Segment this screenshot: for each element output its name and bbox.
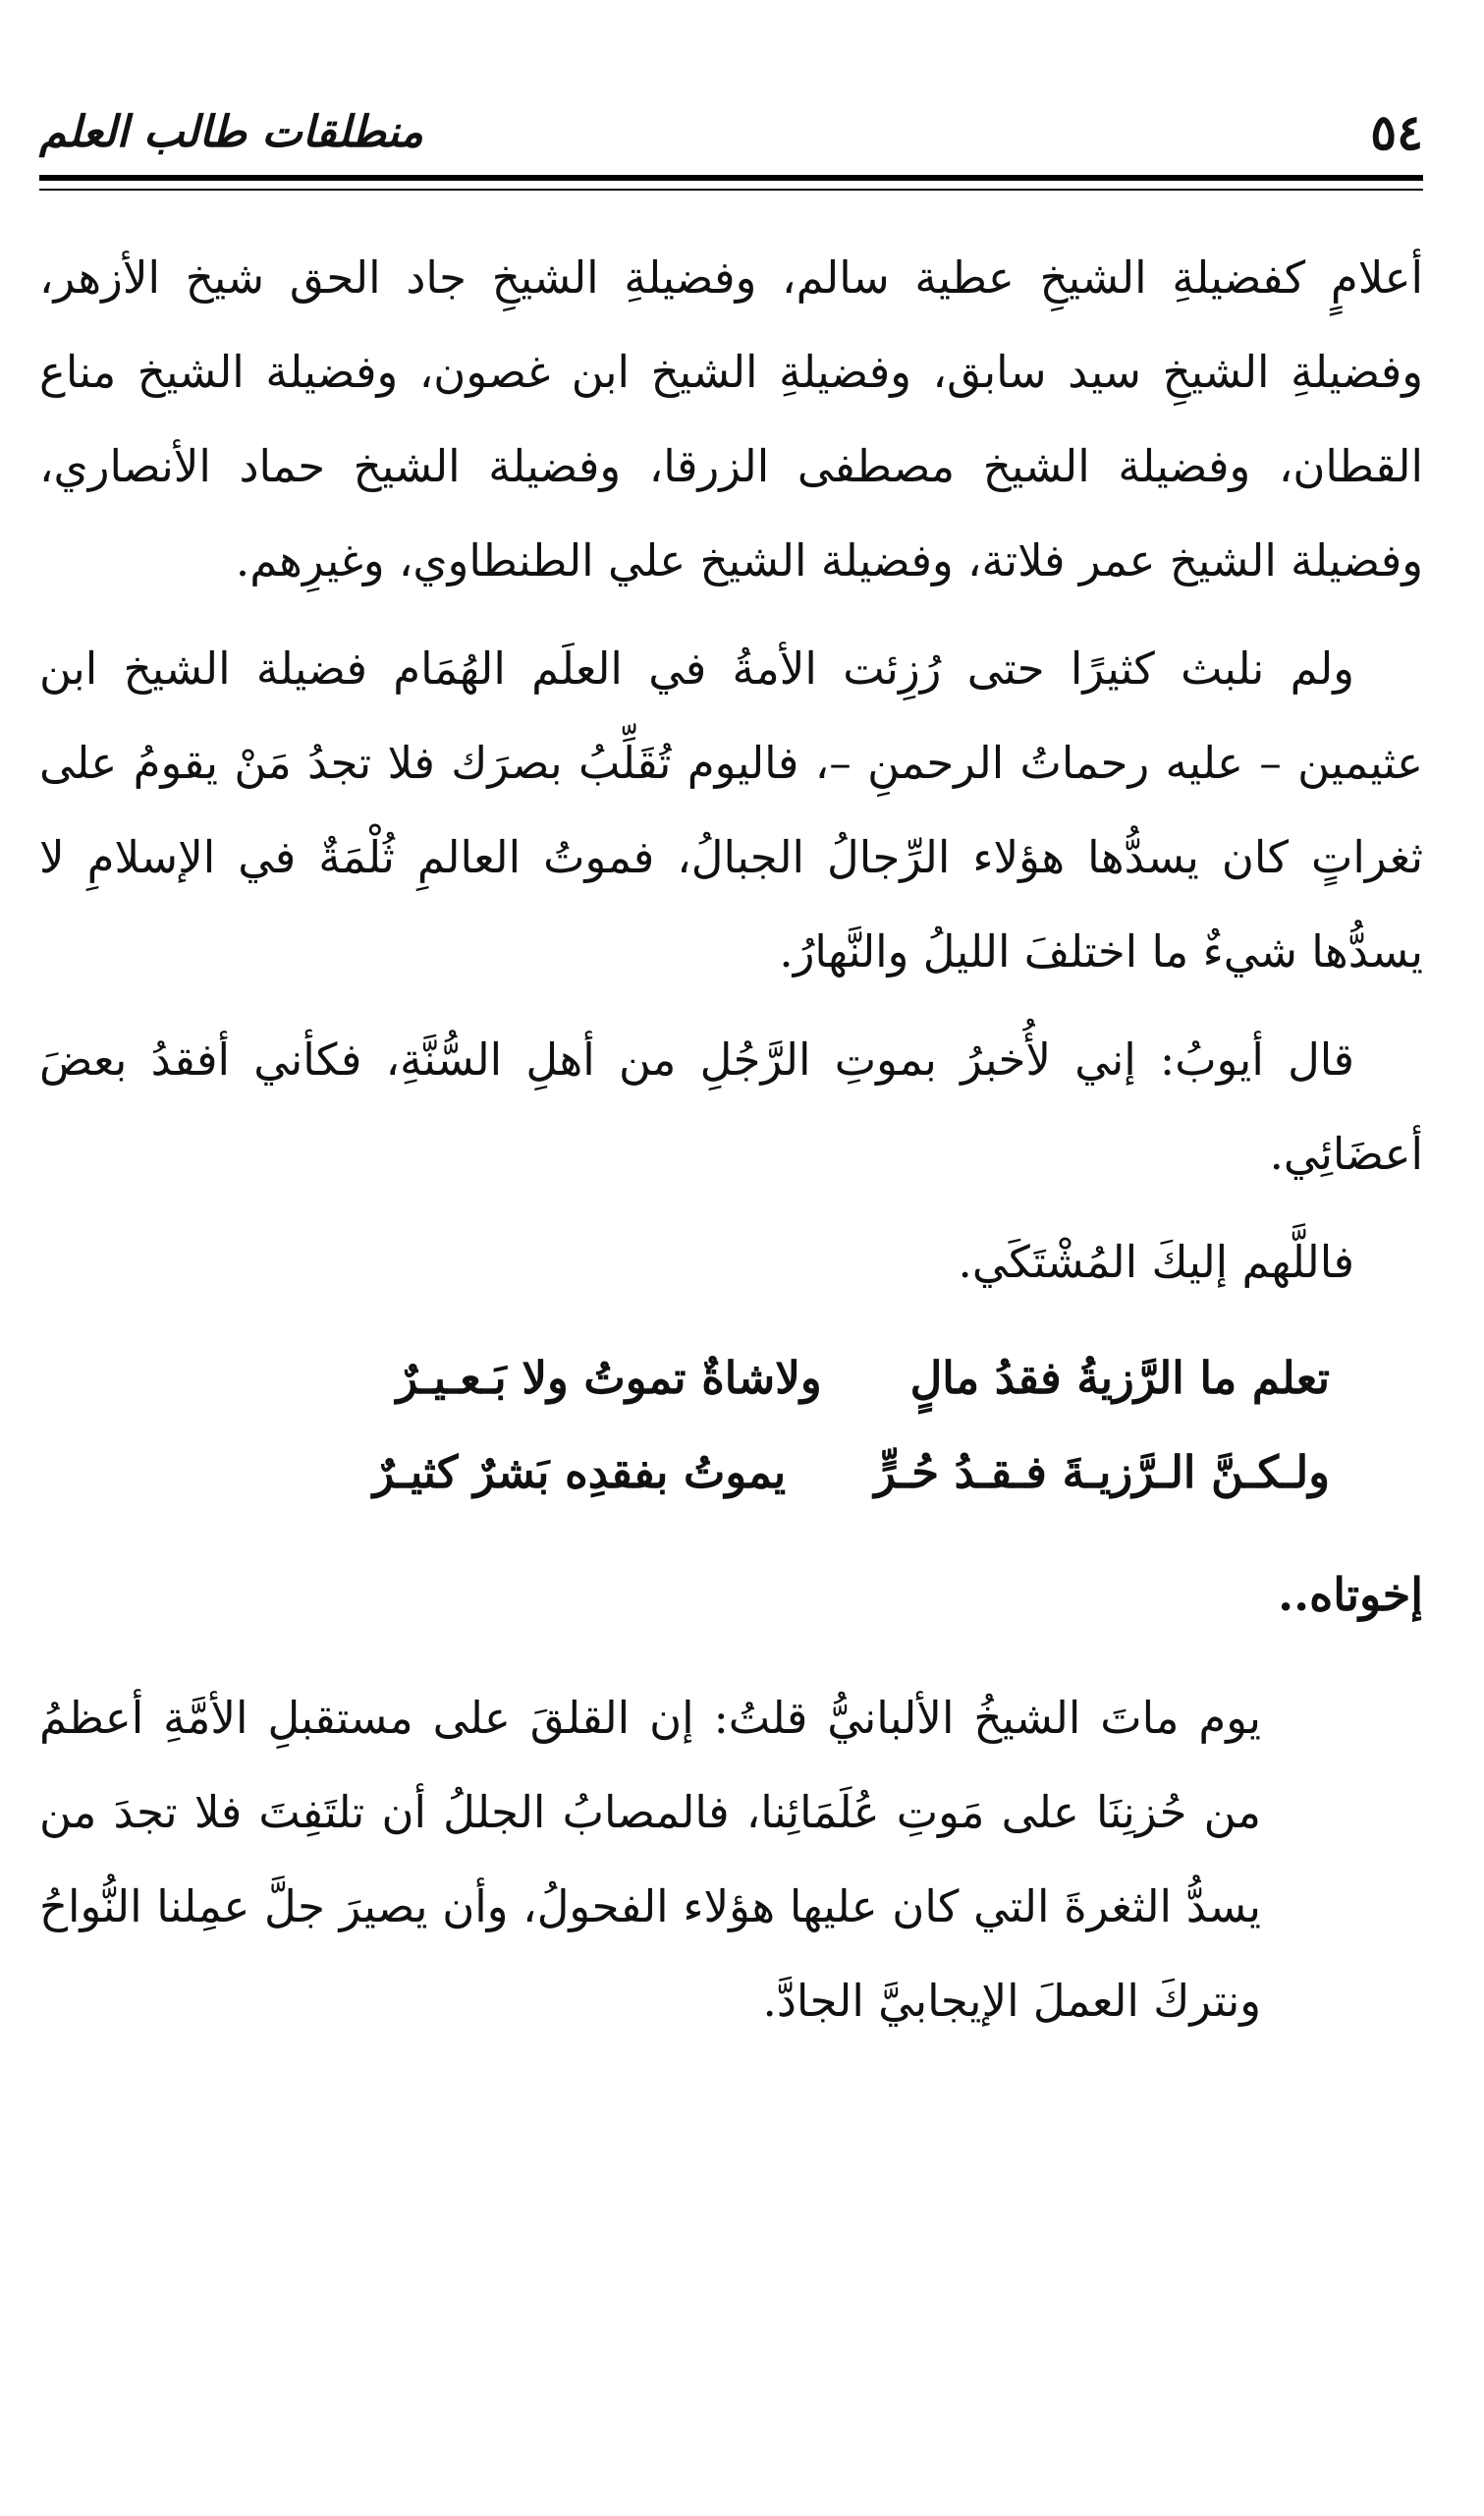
paragraph-ayyub-quote: قال أيوبُ: إني لأُخبرُ بموتِ الرَّجُلِ من أهلِ السُّنَّةِ، فكأني أفقدُ بعضَ أعضَائِي. <box>39 1034 1423 1180</box>
poem-verse <box>39 1426 1330 1520</box>
section-heading: إخوتاه.. <box>1278 1568 1423 1621</box>
header-rule-thin <box>39 189 1423 191</box>
poem-verse <box>39 1331 1330 1426</box>
poem-hemistich-second: يموتُ بفقدِه بَشرٌ كثيـرٌ <box>372 1446 787 1498</box>
page-number: ٥٤ <box>1370 103 1423 161</box>
quote-block: يوم ماتَ الشيخُ الألبانيُّ قلتُ: إن القلقَ على مستقبلِ الأمَّةِ أعظمُ من حُزنِنَا على مَوتِ عُلَمَائِنا، فالمصابُ الجللُ أن تلتَفِتَ فلا تجدَ من يسدُّ الثغرةَ التي كان عليها هؤلاء الفحولُ، وأن يصيرَ جلَّ عمِلنا النُّواحُ ونتركَ العملَ الإيجابيَّ الجادَّ. <box>39 1692 1261 2027</box>
page-header <box>39 93 1423 172</box>
paragraph-scholars-list: أعلامٍ كفضيلةِ الشيخِ عطية سالم، وفضيلةِ الشيخِ جاد الحق شيخ الأزهر، وفضيلةِ الشيخِ سيد سابق، وفضيلةِ الشيخ ابن غصون، وفضيلة الشيخ مناع القطان، وفضيلة الشيخ مصطفى الزرقا، وفضيلة الشيخ حماد الأنصاري، وفضيلة الشيخ عمر فلاتة، وفضيلة الشيخ علي الطنطاوي، وغيرِهم. <box>39 252 1423 587</box>
body-text <box>39 231 1423 2062</box>
running-title: منطلقات طالب العلم <box>39 107 423 157</box>
paragraph-supplication: فاللَّهم إليكَ المُشْتَكَي. <box>958 1236 1354 1288</box>
poem-hemistich-second: ولاشاةٌ تموتُ ولا بَـعـيـرٌ <box>396 1352 822 1404</box>
poem-hemistich-first: تعلم ما الرَّزيةُ فقدُ مالٍ <box>909 1352 1330 1404</box>
poem <box>39 1331 1423 1520</box>
header-rule-thick <box>39 175 1423 181</box>
paragraph-ibn-uthaymeen: ولم نلبث كثيرًا حتى رُزِئت الأمةُ في العلَم الهُمَام فضيلة الشيخ ابن عثيمين – عليه رحماتُ الرحمنِ –، فاليوم تُقَلِّبُ بصرَك فلا تجدُ مَنْ يقومُ على ثغراتٍ كان يسدُّها هؤلاء الرِّجالُ الجبالُ، فموتُ العالمِ ثُلْمَةٌ في الإسلامِ لا يسدُّها شيءٌ ما اختلفَ الليلُ والنَّهارُ. <box>39 643 1423 978</box>
poem-hemistich-first: ولـكـنَّ الـرَّزيـةَ فـقـدُ حُـرٍّ <box>874 1446 1330 1498</box>
